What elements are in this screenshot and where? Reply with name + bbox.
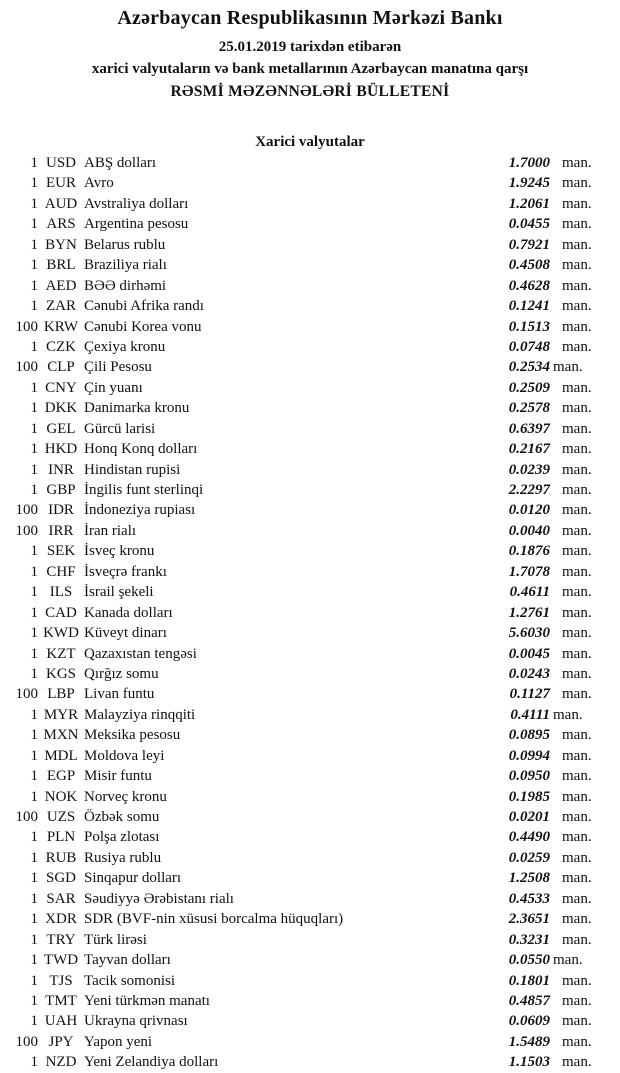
currency-quantity: 100 bbox=[15, 686, 38, 703]
currency-quantity: 100 bbox=[15, 809, 38, 825]
currency-row bbox=[0, 950, 620, 970]
rate-value: 0.4111 bbox=[510, 706, 550, 723]
currency-code: SAR bbox=[46, 890, 76, 907]
section-title-foreign-currencies: Xarici valyutalar bbox=[255, 134, 365, 150]
currency-quantity: 1 bbox=[30, 952, 38, 969]
currency-code: MDL bbox=[44, 747, 78, 764]
currency-row bbox=[0, 1052, 620, 1072]
currency-row bbox=[0, 807, 620, 827]
rate-value: 1.5489 bbox=[508, 1033, 550, 1050]
bulletin-title: RƏSMİ MƏZƏNNƏLƏRİ BÜLLETENİ bbox=[170, 83, 450, 100]
currency-row bbox=[0, 337, 620, 357]
currency-name: Qırğız somu bbox=[84, 665, 159, 682]
unit-label: man. bbox=[562, 379, 592, 396]
currency-row bbox=[0, 173, 620, 193]
unit-label: man. bbox=[562, 298, 592, 315]
rate-value: 0.2509 bbox=[508, 379, 550, 396]
currency-row bbox=[0, 664, 620, 684]
currency-code: TJS bbox=[49, 972, 73, 989]
unit-label: man. bbox=[562, 645, 592, 662]
rate-value: 0.0550 bbox=[508, 952, 550, 969]
currency-row bbox=[0, 460, 620, 480]
currency-quantity: 100 bbox=[15, 522, 38, 539]
currency-name: Belarus rublu bbox=[84, 236, 166, 253]
rate-value: 0.0895 bbox=[508, 727, 550, 744]
currency-quantity: 1 bbox=[30, 931, 38, 948]
currency-quantity: 1 bbox=[30, 849, 38, 866]
currency-quantity: 100 bbox=[15, 1033, 38, 1050]
currency-quantity: 1 bbox=[30, 972, 38, 989]
currency-name: Tayvan dolları bbox=[84, 952, 171, 969]
unit-label: man. bbox=[562, 318, 592, 335]
currency-code: ARS bbox=[46, 216, 76, 233]
currency-name: Misir funtu bbox=[84, 768, 152, 785]
currency-name: Malayziya rinqqiti bbox=[84, 706, 196, 723]
currency-code: EGP bbox=[46, 768, 76, 785]
currency-code: NZD bbox=[45, 1054, 77, 1071]
currency-code: IDR bbox=[48, 502, 74, 519]
currency-code: ZAR bbox=[46, 298, 76, 315]
rate-value: 1.2508 bbox=[508, 870, 550, 887]
currency-quantity: 1 bbox=[30, 645, 38, 662]
currency-row bbox=[0, 766, 620, 786]
currency-row bbox=[0, 194, 620, 214]
rate-value: 1.1503 bbox=[508, 1054, 550, 1071]
unit-label: man. bbox=[562, 155, 592, 171]
currency-name: Cənubi Korea vonu bbox=[84, 318, 202, 335]
unit-label: man. bbox=[562, 441, 592, 458]
rate-value: 1.7000 bbox=[508, 155, 550, 171]
subtitle-line: xarici valyutaların və bank metallarının Azərbaycan manatına qarşı bbox=[91, 61, 529, 77]
currency-code: LBP bbox=[47, 686, 75, 703]
rate-value: 0.0609 bbox=[508, 1013, 550, 1030]
unit-label: man. bbox=[562, 686, 592, 703]
currency-name: İsveçrə frankı bbox=[84, 563, 167, 580]
rate-value: 0.1241 bbox=[508, 298, 550, 315]
unit-label: man. bbox=[562, 768, 592, 785]
currency-row bbox=[0, 235, 620, 255]
currency-row bbox=[0, 480, 620, 500]
unit-label: man. bbox=[562, 829, 592, 846]
currency-code: GEL bbox=[46, 420, 76, 437]
currency-name: Danimarka kronu bbox=[84, 400, 190, 417]
rate-value: 0.0950 bbox=[508, 768, 550, 785]
rate-value: 0.3231 bbox=[508, 931, 550, 948]
currency-quantity: 1 bbox=[30, 706, 38, 723]
bulletin-header bbox=[0, 0, 620, 103]
unit-label: man. bbox=[562, 522, 592, 539]
currency-name: Polşa zlotası bbox=[84, 829, 160, 846]
unit-label: man. bbox=[562, 216, 592, 233]
currency-quantity: 1 bbox=[30, 1013, 38, 1030]
rate-value: 0.1985 bbox=[508, 788, 550, 805]
currency-row bbox=[0, 603, 620, 623]
rate-value: 0.0259 bbox=[508, 849, 550, 866]
currency-quantity: 1 bbox=[30, 277, 38, 294]
currency-row bbox=[0, 1011, 620, 1031]
currency-code: AED bbox=[45, 277, 77, 294]
currency-quantity: 1 bbox=[30, 563, 38, 580]
currency-code: NOK bbox=[44, 788, 78, 805]
rate-value: 2.2297 bbox=[508, 482, 550, 498]
unit-label: man. bbox=[562, 625, 592, 642]
unit-label: man. bbox=[562, 482, 592, 498]
currency-row bbox=[0, 971, 620, 991]
currency-row bbox=[0, 746, 620, 766]
currency-name: Yeni Zelandiya dolları bbox=[84, 1054, 219, 1071]
rate-value: 0.4857 bbox=[508, 992, 550, 1009]
unit-label: man. bbox=[562, 338, 592, 355]
currency-row bbox=[0, 1032, 620, 1052]
currency-quantity: 1 bbox=[30, 1054, 38, 1071]
rate-value: 0.2578 bbox=[508, 400, 550, 417]
rate-value: 0.1876 bbox=[508, 543, 550, 560]
currency-quantity: 1 bbox=[30, 338, 38, 355]
currency-row bbox=[0, 419, 620, 439]
currency-quantity: 1 bbox=[30, 665, 38, 682]
currency-quantity: 1 bbox=[30, 992, 38, 1009]
currency-code: TRY bbox=[46, 931, 76, 948]
currency-name: Gürcü larisi bbox=[84, 420, 156, 437]
currency-code: TMT bbox=[45, 992, 77, 1009]
currency-code: XDR bbox=[45, 911, 77, 928]
currency-quantity: 1 bbox=[30, 420, 38, 437]
currency-row bbox=[0, 623, 620, 643]
currency-row bbox=[0, 705, 620, 725]
currency-code: RUB bbox=[45, 849, 77, 866]
rate-value: 0.4508 bbox=[508, 257, 550, 274]
currency-code: UZS bbox=[46, 809, 76, 825]
currency-name: ABŞ dolları bbox=[84, 155, 157, 171]
currency-name: Rusiya rublu bbox=[84, 849, 162, 866]
currency-name: Qazaxıstan tengəsi bbox=[84, 645, 197, 662]
currency-code: PLN bbox=[46, 829, 76, 846]
currency-name: İndoneziya rupiası bbox=[84, 502, 196, 519]
currency-quantity: 1 bbox=[30, 911, 38, 928]
currency-quantity: 100 bbox=[15, 502, 38, 519]
currency-code: KWD bbox=[43, 625, 79, 642]
unit-label: man. bbox=[562, 1013, 592, 1030]
unit-label: man. bbox=[562, 257, 592, 274]
currency-quantity: 1 bbox=[30, 727, 38, 744]
currency-code: SEK bbox=[46, 543, 76, 560]
currency-name: İsveç kronu bbox=[84, 543, 155, 560]
unit-label: man. bbox=[562, 870, 592, 887]
currency-code: UAH bbox=[44, 1013, 78, 1030]
unit-label: man. bbox=[562, 665, 592, 682]
rate-value: 0.0748 bbox=[508, 338, 550, 355]
unit-label: man. bbox=[553, 359, 583, 376]
rate-value: 1.7078 bbox=[508, 563, 550, 580]
currency-quantity: 1 bbox=[30, 155, 38, 171]
rate-value: 0.0045 bbox=[508, 645, 550, 662]
rate-value: 2.3651 bbox=[508, 911, 550, 928]
unit-label: man. bbox=[553, 952, 583, 969]
currency-quantity: 1 bbox=[30, 379, 38, 396]
rate-value: 0.4611 bbox=[509, 584, 550, 601]
currency-row bbox=[0, 500, 620, 520]
currency-row bbox=[0, 909, 620, 929]
unit-label: man. bbox=[562, 788, 592, 805]
unit-label: man. bbox=[562, 931, 592, 948]
unit-label: man. bbox=[562, 543, 592, 560]
unit-label: man. bbox=[562, 175, 592, 192]
currency-code: EUR bbox=[46, 175, 76, 192]
rate-value: 0.4533 bbox=[508, 890, 550, 907]
unit-label: man. bbox=[562, 1054, 592, 1071]
rate-value: 0.4628 bbox=[508, 277, 550, 294]
effective-date-line: 25.01.2019 tarixdən etibarən bbox=[218, 39, 402, 55]
currency-quantity: 1 bbox=[30, 584, 38, 601]
currency-name: Avro bbox=[84, 175, 114, 192]
currency-row bbox=[0, 787, 620, 807]
rate-value: 0.0201 bbox=[508, 809, 550, 825]
currency-quantity: 1 bbox=[30, 604, 38, 621]
unit-label: man. bbox=[562, 992, 592, 1009]
currency-name: Meksika pesosu bbox=[84, 727, 181, 744]
currency-row bbox=[0, 378, 620, 398]
currency-quantity: 1 bbox=[30, 890, 38, 907]
currency-quantity: 1 bbox=[30, 441, 38, 458]
rate-value: 0.0040 bbox=[508, 522, 550, 539]
currency-code: MYR bbox=[43, 706, 79, 723]
currency-name: Livan funtu bbox=[84, 686, 155, 703]
currency-name: Sinqapur dolları bbox=[84, 870, 182, 887]
currency-row bbox=[0, 991, 620, 1011]
unit-label: man. bbox=[562, 236, 592, 253]
rate-value: 0.6397 bbox=[508, 420, 550, 437]
currency-name: Hindistan rupisi bbox=[84, 461, 181, 478]
currency-name: Norveç kronu bbox=[84, 788, 167, 805]
currency-row bbox=[0, 562, 620, 582]
currency-row bbox=[0, 398, 620, 418]
currency-name: Yeni türkmən manatı bbox=[84, 992, 210, 1009]
currency-quantity: 100 bbox=[15, 318, 38, 335]
currency-row bbox=[0, 582, 620, 602]
currency-row bbox=[0, 889, 620, 909]
currency-name: Braziliya rialı bbox=[84, 257, 167, 274]
currency-code: GBP bbox=[46, 482, 76, 498]
currency-quantity: 1 bbox=[30, 829, 38, 846]
unit-label: man. bbox=[562, 1033, 592, 1050]
rate-value: 0.1801 bbox=[508, 972, 550, 989]
currency-name: Tacik somonisi bbox=[84, 972, 176, 989]
currency-row bbox=[0, 541, 620, 561]
currency-row bbox=[0, 827, 620, 847]
currency-quantity: 1 bbox=[30, 625, 38, 642]
rate-value: 1.9245 bbox=[508, 175, 550, 192]
currency-name: Cənubi Afrika randı bbox=[84, 298, 204, 315]
currency-name: Türk lirəsi bbox=[84, 931, 147, 948]
currency-code: JPY bbox=[48, 1033, 74, 1050]
rate-value: 0.0455 bbox=[508, 216, 550, 233]
currency-quantity: 1 bbox=[30, 195, 38, 212]
currency-name: Küveyt dinarı bbox=[84, 625, 167, 642]
currency-code: KZT bbox=[46, 645, 76, 662]
currency-quantity: 1 bbox=[30, 543, 38, 560]
currency-name: Kanada dolları bbox=[84, 604, 173, 621]
currency-name: Argentina pesosu bbox=[84, 216, 189, 233]
currency-row bbox=[0, 521, 620, 541]
currency-code: SGD bbox=[45, 870, 76, 887]
currency-row bbox=[0, 357, 620, 377]
currency-quantity: 1 bbox=[30, 257, 38, 274]
rate-value: 0.4490 bbox=[508, 829, 550, 846]
unit-label: man. bbox=[562, 911, 592, 928]
currency-name: İsrail şekeli bbox=[84, 584, 154, 601]
rate-value: 5.6030 bbox=[508, 625, 550, 642]
currency-code: DKK bbox=[44, 400, 78, 417]
currency-code: BRL bbox=[46, 257, 76, 274]
rate-value: 0.1513 bbox=[508, 318, 550, 335]
currency-quantity: 1 bbox=[30, 768, 38, 785]
currency-code: HKD bbox=[44, 441, 78, 458]
unit-label: man. bbox=[562, 420, 592, 437]
currency-name: SDR (BVF-nin xüsusi borcalma hüquqları) bbox=[84, 911, 344, 928]
currency-code: AUD bbox=[44, 195, 78, 212]
rate-value: 0.0239 bbox=[508, 461, 550, 478]
currency-name: Avstraliya dolları bbox=[84, 195, 189, 212]
unit-label: man. bbox=[562, 972, 592, 989]
unit-label: man. bbox=[553, 706, 583, 723]
currency-code: ILS bbox=[49, 584, 73, 601]
currency-quantity: 1 bbox=[30, 788, 38, 805]
currency-code: INR bbox=[48, 461, 74, 478]
currency-name: BƏƏ dirhəmi bbox=[84, 277, 167, 294]
unit-label: man. bbox=[562, 277, 592, 294]
currency-name: Ukrayna qrivnası bbox=[84, 1013, 188, 1030]
rate-value: 0.1127 bbox=[509, 686, 550, 703]
rate-value: 0.2534 bbox=[508, 359, 550, 376]
currency-row bbox=[0, 153, 620, 173]
rate-value: 0.0243 bbox=[508, 665, 550, 682]
currency-code: BYN bbox=[45, 236, 77, 253]
unit-label: man. bbox=[562, 563, 592, 580]
currency-quantity: 1 bbox=[30, 747, 38, 764]
currency-row bbox=[0, 930, 620, 950]
unit-label: man. bbox=[562, 849, 592, 866]
unit-label: man. bbox=[562, 461, 592, 478]
currency-code: CZK bbox=[46, 338, 76, 355]
currency-quantity: 100 bbox=[15, 359, 38, 376]
rate-value: 0.7921 bbox=[508, 236, 550, 253]
currency-row bbox=[0, 868, 620, 888]
currency-quantity: 1 bbox=[30, 236, 38, 253]
currency-code: KRW bbox=[43, 318, 79, 335]
currency-quantity: 1 bbox=[30, 175, 38, 192]
currency-quantity: 1 bbox=[30, 461, 38, 478]
currency-row bbox=[0, 439, 620, 459]
currency-code: USD bbox=[45, 155, 76, 171]
currency-name: İran rialı bbox=[84, 522, 137, 539]
rate-value: 0.0994 bbox=[508, 747, 550, 764]
unit-label: man. bbox=[562, 195, 592, 212]
currency-rates-table bbox=[0, 153, 620, 1073]
rate-value: 0.0120 bbox=[508, 502, 550, 519]
unit-label: man. bbox=[562, 584, 592, 601]
currency-row bbox=[0, 684, 620, 704]
currency-quantity: 1 bbox=[30, 482, 38, 498]
currency-row bbox=[0, 276, 620, 296]
currency-quantity: 1 bbox=[30, 298, 38, 315]
currency-code: KGS bbox=[45, 665, 76, 682]
currency-code: CAD bbox=[45, 604, 77, 621]
currency-row bbox=[0, 725, 620, 745]
rate-value: 1.2061 bbox=[508, 195, 550, 212]
currency-name: Moldova leyi bbox=[84, 747, 165, 764]
rate-value: 0.2167 bbox=[508, 441, 550, 458]
currency-name: Çili Pesosu bbox=[84, 359, 152, 376]
bank-title: Azərbaycan Respublikasının Mərkəzi Bankı bbox=[117, 7, 503, 29]
currency-quantity: 1 bbox=[30, 400, 38, 417]
unit-label: man. bbox=[562, 400, 592, 417]
unit-label: man. bbox=[562, 809, 592, 825]
currency-row bbox=[0, 255, 620, 275]
currency-code: CLP bbox=[47, 359, 75, 376]
currency-row bbox=[0, 214, 620, 234]
unit-label: man. bbox=[562, 604, 592, 621]
currency-code: MXN bbox=[43, 727, 79, 744]
currency-name: Yapon yeni bbox=[84, 1033, 153, 1050]
currency-code: CNY bbox=[45, 379, 77, 396]
currency-name: Səudiyyə Ərəbistanı rialı bbox=[84, 890, 234, 907]
currency-quantity: 1 bbox=[30, 870, 38, 887]
currency-code: IRR bbox=[48, 522, 74, 539]
currency-row bbox=[0, 644, 620, 664]
unit-label: man. bbox=[562, 890, 592, 907]
currency-quantity: 1 bbox=[30, 216, 38, 233]
rate-value: 1.2761 bbox=[508, 604, 550, 621]
currency-name: Çin yuanı bbox=[84, 379, 143, 396]
currency-code: CHF bbox=[46, 563, 76, 580]
currency-row bbox=[0, 317, 620, 337]
unit-label: man. bbox=[562, 727, 592, 744]
currency-row bbox=[0, 296, 620, 316]
unit-label: man. bbox=[562, 502, 592, 519]
unit-label: man. bbox=[562, 747, 592, 764]
currency-name: Özbək somu bbox=[84, 809, 160, 825]
currency-name: Çexiya kronu bbox=[84, 338, 166, 355]
currency-name: İngilis funt sterlinqi bbox=[84, 482, 204, 498]
currency-code: TWD bbox=[43, 952, 79, 969]
currency-row bbox=[0, 848, 620, 868]
currency-name: Honq Konq dolları bbox=[84, 441, 198, 458]
